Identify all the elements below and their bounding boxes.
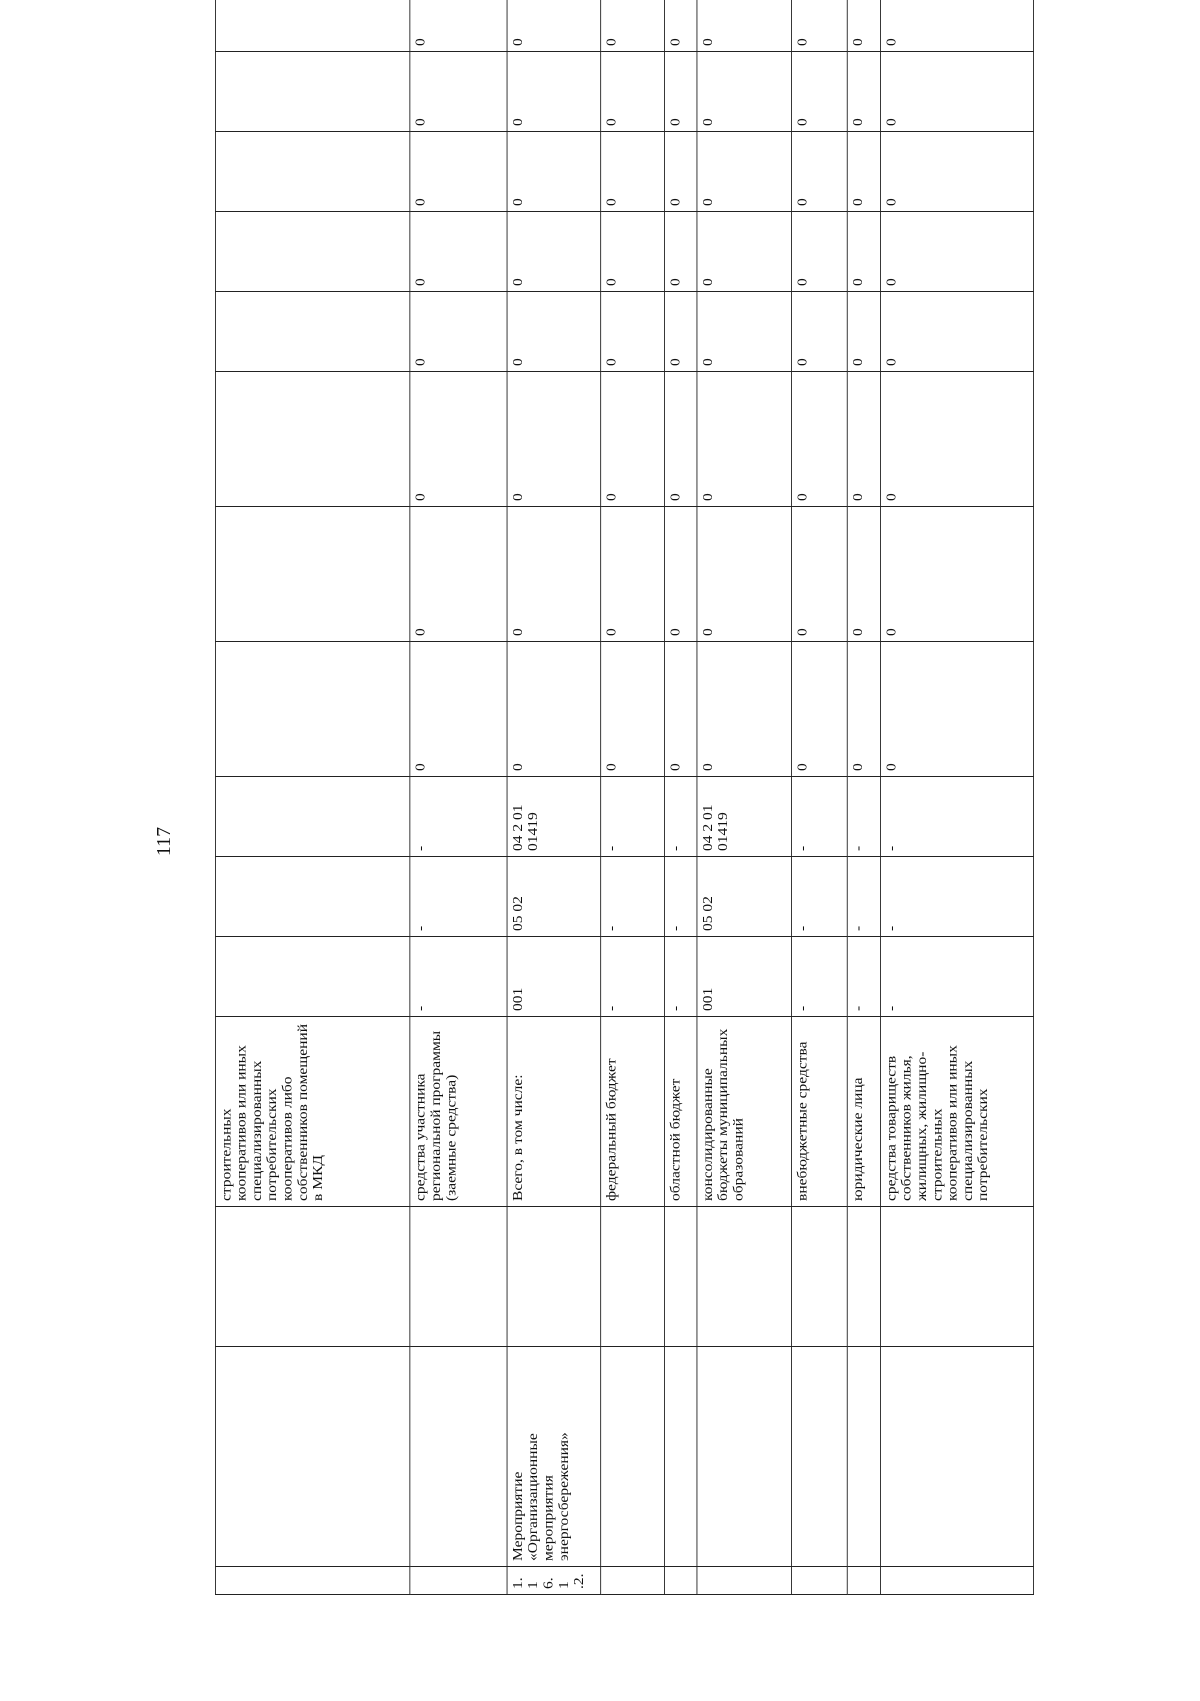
funding-source-cell: консолидированные бюджеты муниципальных образований [697,1017,791,1207]
kbk-2-cell: 05 02 [697,857,791,937]
funding-source-cell: юридические лица [847,1017,880,1207]
table-row [507,0,601,1595]
value-cell: 0 [880,642,1033,777]
activity-name-cell [697,1347,791,1567]
kbk-3-cell: - [880,777,1033,857]
value-cell: 0 [601,292,664,372]
value-cell: 0 [664,0,697,52]
table-row [880,0,1033,1595]
funding-source-cell: строительных кооперативов или иных специализированных потребительских кооперативов либо собственников помещений в МКД [215,1017,409,1207]
kbk-1-cell: 001 [507,937,601,1017]
value-cell: 0 [847,642,880,777]
table-row [847,0,880,1595]
kbk-1-cell: - [664,937,697,1017]
value-cell: 0 [601,507,664,642]
value-cell [215,372,409,507]
value-cell: 0 [791,372,847,507]
kbk-3-cell: - [601,777,664,857]
kbk-1-cell: - [601,937,664,1017]
funding-source-cell: Всего, в том числе: [507,1017,601,1207]
funding-source-cell: внебюджетные средства [791,1017,847,1207]
value-cell: 0 [410,52,507,132]
value-cell: 0 [507,52,601,132]
activity-name-cell [791,1347,847,1567]
activity-name-cell [847,1347,880,1567]
table-row [664,0,697,1595]
activity-name-cell [410,1347,507,1567]
value-cell: 0 [410,0,507,52]
value-cell: 0 [791,642,847,777]
kbk-1-cell: - [791,937,847,1017]
value-cell [215,52,409,132]
value-cell: 0 [880,507,1033,642]
value-cell: 0 [697,372,791,507]
value-cell: 0 [697,507,791,642]
extra-cell [697,1207,791,1347]
value-cell: 0 [697,0,791,52]
value-cell: 0 [601,642,664,777]
value-cell: 0 [847,132,880,212]
page-number: 117 [153,826,176,857]
value-cell [215,132,409,212]
table-row [697,0,791,1595]
row-number-cell [664,1567,697,1595]
value-cell: 0 [664,292,697,372]
value-cell: 0 [880,52,1033,132]
value-cell [215,0,409,52]
value-cell: 0 [664,132,697,212]
extra-cell [880,1207,1033,1347]
value-cell: 0 [791,212,847,292]
kbk-2-cell: - [880,857,1033,937]
value-cell: 0 [507,212,601,292]
value-cell: 0 [664,507,697,642]
kbk-1-cell [215,937,409,1017]
value-cell: 0 [507,372,601,507]
extra-cell [507,1207,601,1347]
kbk-2-cell: - [664,857,697,937]
kbk-3-cell: - [664,777,697,857]
value-cell: 0 [697,642,791,777]
activity-name-cell [880,1347,1033,1567]
kbk-2-cell: - [410,857,507,937]
activity-name-cell [601,1347,664,1567]
value-cell: 0 [791,507,847,642]
value-cell: 0 [880,212,1033,292]
value-cell: 0 [847,372,880,507]
value-cell [215,642,409,777]
value-cell: 0 [410,507,507,642]
value-cell [215,507,409,642]
value-cell: 0 [410,642,507,777]
kbk-2-cell: - [601,857,664,937]
funding-source-cell: федеральный бюджет [601,1017,664,1207]
kbk-2-cell: 05 02 [507,857,601,937]
value-cell: 0 [697,292,791,372]
table-row [410,0,507,1595]
row-number-cell [215,1567,409,1595]
value-cell: 0 [664,372,697,507]
value-cell: 0 [601,132,664,212]
activity-name-cell: Мероприятие «Организационные мероприятия энергосбережения» [507,1347,601,1567]
row-number-cell [410,1567,507,1595]
kbk-3-cell: 04 2 01 01419 [697,777,791,857]
value-cell: 0 [664,52,697,132]
rotated-table-wrapper [215,38,1034,1595]
value-cell: 0 [697,212,791,292]
extra-cell [847,1207,880,1347]
value-cell: 0 [601,0,664,52]
value-cell: 0 [410,132,507,212]
extra-cell [791,1207,847,1347]
value-cell: 0 [410,292,507,372]
kbk-1-cell: - [410,937,507,1017]
row-number-cell: 1.1 6.1 .2. [507,1567,601,1595]
value-cell: 0 [507,132,601,212]
activity-name-cell [215,1347,409,1567]
funding-source-cell: средства участника региональной программы (заемные средства) [410,1017,507,1207]
value-cell: 0 [791,292,847,372]
kbk-3-cell: - [791,777,847,857]
value-cell: 0 [847,52,880,132]
funding-source-cell: средства товариществ собственников жилья, жилищных, жилищно-строительных кооперативов или иных специализированных потребительских [880,1017,1033,1207]
value-cell [215,212,409,292]
extra-cell [410,1207,507,1347]
value-cell: 0 [791,132,847,212]
kbk-1-cell: - [847,937,880,1017]
value-cell: 0 [697,132,791,212]
value-cell: 0 [847,507,880,642]
table-row [601,0,664,1595]
value-cell: 0 [880,132,1033,212]
kbk-1-cell: 001 [697,937,791,1017]
value-cell: 0 [601,212,664,292]
kbk-3-cell: - [410,777,507,857]
extra-cell [664,1207,697,1347]
row-number-cell [601,1567,664,1595]
row-number-cell [847,1567,880,1595]
kbk-1-cell: - [880,937,1033,1017]
value-cell: 0 [664,212,697,292]
funding-source-cell: областной бюджет [664,1017,697,1207]
extra-cell [601,1207,664,1347]
value-cell: 0 [507,642,601,777]
value-cell: 0 [880,372,1033,507]
extra-cell [215,1207,409,1347]
value-cell: 0 [847,212,880,292]
value-cell: 0 [664,642,697,777]
kbk-2-cell [215,857,409,937]
value-cell: 0 [601,52,664,132]
kbk-3-cell [215,777,409,857]
value-cell: 0 [507,0,601,52]
value-cell: 0 [880,0,1033,52]
value-cell: 0 [410,212,507,292]
value-cell: 0 [507,292,601,372]
value-cell: 0 [507,507,601,642]
row-number-cell [791,1567,847,1595]
value-cell: 0 [880,292,1033,372]
row-number-cell [880,1567,1033,1595]
value-cell: 0 [791,52,847,132]
table-row [215,0,409,1595]
value-cell: 0 [847,292,880,372]
kbk-2-cell: - [847,857,880,937]
kbk-3-cell: 04 2 01 01419 [507,777,601,857]
value-cell: 0 [410,372,507,507]
value-cell: 0 [601,372,664,507]
value-cell [215,292,409,372]
value-cell: 0 [791,0,847,52]
value-cell: 0 [847,0,880,52]
table-row [791,0,847,1595]
funding-table [215,0,1034,1595]
kbk-3-cell: - [847,777,880,857]
kbk-2-cell: - [791,857,847,937]
row-number-cell [697,1567,791,1595]
value-cell: 0 [697,52,791,132]
activity-name-cell [664,1347,697,1567]
